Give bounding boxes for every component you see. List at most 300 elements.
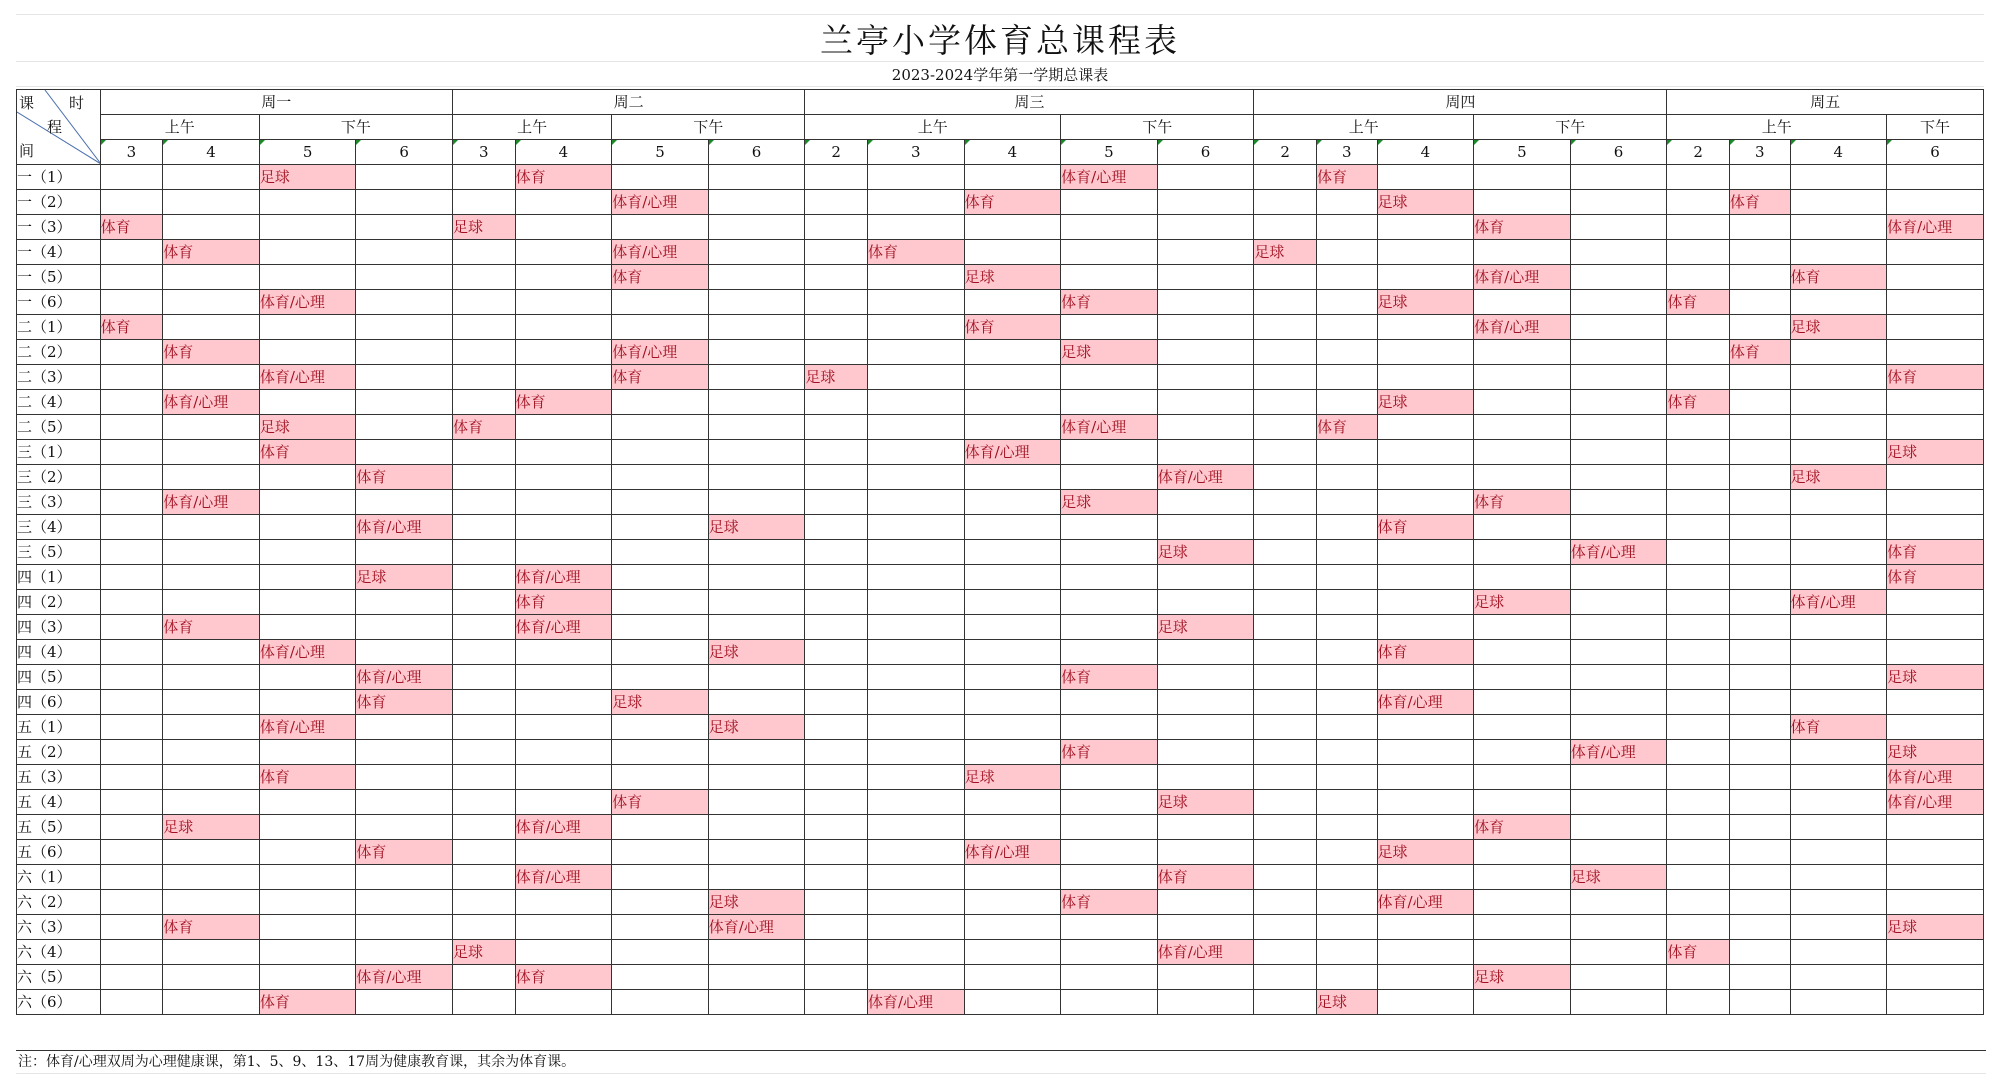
empty-cell[interactable] xyxy=(1887,340,1984,365)
empty-cell[interactable] xyxy=(515,740,612,765)
lesson-cell[interactable]: 体育/心理 xyxy=(163,390,260,415)
empty-cell[interactable] xyxy=(612,665,709,690)
empty-cell[interactable] xyxy=(1729,315,1790,340)
empty-cell[interactable] xyxy=(1790,790,1887,815)
empty-cell[interactable] xyxy=(805,590,868,615)
lesson-cell[interactable]: 足球 xyxy=(1377,840,1474,865)
empty-cell[interactable] xyxy=(867,890,964,915)
empty-cell[interactable] xyxy=(708,390,805,415)
empty-cell[interactable] xyxy=(1061,390,1158,415)
empty-cell[interactable] xyxy=(356,265,453,290)
empty-cell[interactable] xyxy=(1061,915,1158,940)
empty-cell[interactable] xyxy=(1474,240,1571,265)
empty-cell[interactable] xyxy=(1474,690,1571,715)
empty-cell[interactable] xyxy=(708,965,805,990)
empty-cell[interactable] xyxy=(1570,940,1667,965)
lesson-cell[interactable]: 体育/心理 xyxy=(1377,890,1474,915)
empty-cell[interactable] xyxy=(1570,515,1667,540)
empty-cell[interactable] xyxy=(1061,365,1158,390)
empty-cell[interactable] xyxy=(1667,365,1730,390)
empty-cell[interactable] xyxy=(1729,915,1790,940)
empty-cell[interactable] xyxy=(1887,415,1984,440)
empty-cell[interactable] xyxy=(1790,765,1887,790)
empty-cell[interactable] xyxy=(1887,265,1984,290)
lesson-cell[interactable]: 足球 xyxy=(259,415,356,440)
empty-cell[interactable] xyxy=(867,690,964,715)
empty-cell[interactable] xyxy=(612,415,709,440)
empty-cell[interactable] xyxy=(1790,365,1887,390)
empty-cell[interactable] xyxy=(356,815,453,840)
empty-cell[interactable] xyxy=(515,215,612,240)
empty-cell[interactable] xyxy=(356,490,453,515)
empty-cell[interactable] xyxy=(964,240,1061,265)
empty-cell[interactable] xyxy=(1157,915,1254,940)
empty-cell[interactable] xyxy=(1474,440,1571,465)
lesson-cell[interactable]: 体育 xyxy=(1887,365,1984,390)
empty-cell[interactable] xyxy=(163,965,260,990)
empty-cell[interactable] xyxy=(1254,840,1317,865)
empty-cell[interactable] xyxy=(867,740,964,765)
empty-cell[interactable] xyxy=(1790,165,1887,190)
empty-cell[interactable] xyxy=(453,840,516,865)
empty-cell[interactable] xyxy=(1729,640,1790,665)
lesson-cell[interactable]: 体育 xyxy=(163,915,260,940)
empty-cell[interactable] xyxy=(1790,415,1887,440)
lesson-cell[interactable]: 体育 xyxy=(1061,740,1158,765)
empty-cell[interactable] xyxy=(1377,490,1474,515)
empty-cell[interactable] xyxy=(100,990,163,1015)
empty-cell[interactable] xyxy=(356,865,453,890)
empty-cell[interactable] xyxy=(1061,640,1158,665)
empty-cell[interactable] xyxy=(1377,265,1474,290)
lesson-cell[interactable]: 足球 xyxy=(1887,740,1984,765)
empty-cell[interactable] xyxy=(1887,840,1984,865)
empty-cell[interactable] xyxy=(1729,165,1790,190)
empty-cell[interactable] xyxy=(1474,665,1571,690)
empty-cell[interactable] xyxy=(1254,740,1317,765)
empty-cell[interactable] xyxy=(805,815,868,840)
empty-cell[interactable] xyxy=(612,290,709,315)
empty-cell[interactable] xyxy=(1254,715,1317,740)
empty-cell[interactable] xyxy=(1570,490,1667,515)
lesson-cell[interactable]: 体育/心理 xyxy=(259,640,356,665)
lesson-cell[interactable]: 体育 xyxy=(1377,640,1474,665)
empty-cell[interactable] xyxy=(356,715,453,740)
empty-cell[interactable] xyxy=(1316,540,1377,565)
empty-cell[interactable] xyxy=(259,240,356,265)
empty-cell[interactable] xyxy=(356,990,453,1015)
empty-cell[interactable] xyxy=(1316,240,1377,265)
empty-cell[interactable] xyxy=(612,940,709,965)
empty-cell[interactable] xyxy=(163,865,260,890)
empty-cell[interactable] xyxy=(1790,640,1887,665)
lesson-cell[interactable]: 足球 xyxy=(163,815,260,840)
empty-cell[interactable] xyxy=(356,540,453,565)
empty-cell[interactable] xyxy=(1729,965,1790,990)
empty-cell[interactable] xyxy=(1570,365,1667,390)
lesson-cell[interactable]: 体育/心理 xyxy=(259,715,356,740)
empty-cell[interactable] xyxy=(1316,315,1377,340)
empty-cell[interactable] xyxy=(259,815,356,840)
lesson-cell[interactable]: 体育/心理 xyxy=(163,490,260,515)
empty-cell[interactable] xyxy=(259,940,356,965)
empty-cell[interactable] xyxy=(805,990,868,1015)
empty-cell[interactable] xyxy=(805,690,868,715)
empty-cell[interactable] xyxy=(1061,690,1158,715)
empty-cell[interactable] xyxy=(805,765,868,790)
empty-cell[interactable] xyxy=(1474,865,1571,890)
empty-cell[interactable] xyxy=(612,615,709,640)
empty-cell[interactable] xyxy=(1790,690,1887,715)
empty-cell[interactable] xyxy=(708,540,805,565)
empty-cell[interactable] xyxy=(1887,240,1984,265)
lesson-cell[interactable]: 体育/心理 xyxy=(964,840,1061,865)
empty-cell[interactable] xyxy=(805,440,868,465)
lesson-cell[interactable]: 足球 xyxy=(453,940,516,965)
empty-cell[interactable] xyxy=(708,215,805,240)
empty-cell[interactable] xyxy=(964,365,1061,390)
empty-cell[interactable] xyxy=(1157,390,1254,415)
empty-cell[interactable] xyxy=(1667,740,1730,765)
empty-cell[interactable] xyxy=(356,165,453,190)
empty-cell[interactable] xyxy=(356,390,453,415)
empty-cell[interactable] xyxy=(1316,790,1377,815)
empty-cell[interactable] xyxy=(1667,715,1730,740)
lesson-cell[interactable]: 足球 xyxy=(1157,615,1254,640)
empty-cell[interactable] xyxy=(1157,265,1254,290)
empty-cell[interactable] xyxy=(515,690,612,715)
empty-cell[interactable] xyxy=(1790,440,1887,465)
empty-cell[interactable] xyxy=(1667,590,1730,615)
empty-cell[interactable] xyxy=(515,915,612,940)
lesson-cell[interactable]: 体育 xyxy=(612,365,709,390)
empty-cell[interactable] xyxy=(259,465,356,490)
empty-cell[interactable] xyxy=(453,965,516,990)
empty-cell[interactable] xyxy=(867,515,964,540)
empty-cell[interactable] xyxy=(1570,715,1667,740)
empty-cell[interactable] xyxy=(453,740,516,765)
empty-cell[interactable] xyxy=(1157,765,1254,790)
empty-cell[interactable] xyxy=(259,265,356,290)
empty-cell[interactable] xyxy=(867,290,964,315)
empty-cell[interactable] xyxy=(1254,290,1317,315)
empty-cell[interactable] xyxy=(612,440,709,465)
empty-cell[interactable] xyxy=(805,540,868,565)
empty-cell[interactable] xyxy=(1570,165,1667,190)
empty-cell[interactable] xyxy=(1474,940,1571,965)
empty-cell[interactable] xyxy=(1377,615,1474,640)
lesson-cell[interactable]: 足球 xyxy=(708,515,805,540)
empty-cell[interactable] xyxy=(1667,515,1730,540)
empty-cell[interactable] xyxy=(453,440,516,465)
empty-cell[interactable] xyxy=(1570,590,1667,615)
empty-cell[interactable] xyxy=(1061,240,1158,265)
empty-cell[interactable] xyxy=(259,390,356,415)
empty-cell[interactable] xyxy=(1667,465,1730,490)
empty-cell[interactable] xyxy=(259,740,356,765)
empty-cell[interactable] xyxy=(453,390,516,415)
empty-cell[interactable] xyxy=(515,190,612,215)
lesson-cell[interactable]: 体育/心理 xyxy=(515,865,612,890)
lesson-cell[interactable]: 足球 xyxy=(1157,540,1254,565)
empty-cell[interactable] xyxy=(1474,165,1571,190)
empty-cell[interactable] xyxy=(453,465,516,490)
empty-cell[interactable] xyxy=(1254,565,1317,590)
empty-cell[interactable] xyxy=(1887,640,1984,665)
empty-cell[interactable] xyxy=(356,615,453,640)
empty-cell[interactable] xyxy=(259,565,356,590)
lesson-cell[interactable]: 体育 xyxy=(1061,890,1158,915)
empty-cell[interactable] xyxy=(1570,315,1667,340)
empty-cell[interactable] xyxy=(1729,515,1790,540)
empty-cell[interactable] xyxy=(805,390,868,415)
empty-cell[interactable] xyxy=(708,590,805,615)
empty-cell[interactable] xyxy=(805,615,868,640)
empty-cell[interactable] xyxy=(515,890,612,915)
empty-cell[interactable] xyxy=(1729,715,1790,740)
lesson-cell[interactable]: 体育/心理 xyxy=(1377,690,1474,715)
empty-cell[interactable] xyxy=(1316,840,1377,865)
empty-cell[interactable] xyxy=(1729,415,1790,440)
empty-cell[interactable] xyxy=(1790,240,1887,265)
empty-cell[interactable] xyxy=(1474,465,1571,490)
empty-cell[interactable] xyxy=(515,340,612,365)
empty-cell[interactable] xyxy=(1377,590,1474,615)
empty-cell[interactable] xyxy=(805,640,868,665)
empty-cell[interactable] xyxy=(1377,365,1474,390)
empty-cell[interactable] xyxy=(163,440,260,465)
empty-cell[interactable] xyxy=(453,815,516,840)
empty-cell[interactable] xyxy=(1729,590,1790,615)
empty-cell[interactable] xyxy=(1887,940,1984,965)
lesson-cell[interactable]: 足球 xyxy=(1377,290,1474,315)
empty-cell[interactable] xyxy=(1570,440,1667,465)
empty-cell[interactable] xyxy=(1254,390,1317,415)
empty-cell[interactable] xyxy=(515,715,612,740)
empty-cell[interactable] xyxy=(1157,690,1254,715)
empty-cell[interactable] xyxy=(1887,690,1984,715)
empty-cell[interactable] xyxy=(1790,615,1887,640)
empty-cell[interactable] xyxy=(708,290,805,315)
empty-cell[interactable] xyxy=(1887,990,1984,1015)
empty-cell[interactable] xyxy=(163,690,260,715)
empty-cell[interactable] xyxy=(964,515,1061,540)
empty-cell[interactable] xyxy=(1790,540,1887,565)
empty-cell[interactable] xyxy=(1316,290,1377,315)
lesson-cell[interactable]: 足球 xyxy=(1790,465,1887,490)
empty-cell[interactable] xyxy=(515,365,612,390)
empty-cell[interactable] xyxy=(1729,840,1790,865)
empty-cell[interactable] xyxy=(1729,215,1790,240)
empty-cell[interactable] xyxy=(1474,365,1571,390)
empty-cell[interactable] xyxy=(805,315,868,340)
empty-cell[interactable] xyxy=(259,215,356,240)
empty-cell[interactable] xyxy=(356,915,453,940)
empty-cell[interactable] xyxy=(1254,665,1317,690)
empty-cell[interactable] xyxy=(708,690,805,715)
empty-cell[interactable] xyxy=(1474,515,1571,540)
empty-cell[interactable] xyxy=(453,690,516,715)
empty-cell[interactable] xyxy=(1570,565,1667,590)
empty-cell[interactable] xyxy=(163,940,260,965)
empty-cell[interactable] xyxy=(356,315,453,340)
empty-cell[interactable] xyxy=(867,490,964,515)
lesson-cell[interactable]: 体育/心理 xyxy=(259,290,356,315)
empty-cell[interactable] xyxy=(515,840,612,865)
empty-cell[interactable] xyxy=(1254,890,1317,915)
empty-cell[interactable] xyxy=(1157,490,1254,515)
empty-cell[interactable] xyxy=(515,640,612,665)
empty-cell[interactable] xyxy=(259,340,356,365)
empty-cell[interactable] xyxy=(1377,415,1474,440)
empty-cell[interactable] xyxy=(867,440,964,465)
empty-cell[interactable] xyxy=(1377,440,1474,465)
empty-cell[interactable] xyxy=(1377,965,1474,990)
lesson-cell[interactable]: 体育/心理 xyxy=(515,565,612,590)
empty-cell[interactable] xyxy=(453,265,516,290)
empty-cell[interactable] xyxy=(1061,765,1158,790)
empty-cell[interactable] xyxy=(805,190,868,215)
empty-cell[interactable] xyxy=(1316,940,1377,965)
empty-cell[interactable] xyxy=(100,565,163,590)
empty-cell[interactable] xyxy=(1790,665,1887,690)
empty-cell[interactable] xyxy=(964,665,1061,690)
empty-cell[interactable] xyxy=(1157,165,1254,190)
lesson-cell[interactable]: 体育/心理 xyxy=(1570,740,1667,765)
empty-cell[interactable] xyxy=(1667,840,1730,865)
empty-cell[interactable] xyxy=(163,590,260,615)
empty-cell[interactable] xyxy=(1667,440,1730,465)
lesson-cell[interactable]: 体育 xyxy=(259,990,356,1015)
empty-cell[interactable] xyxy=(805,165,868,190)
empty-cell[interactable] xyxy=(708,740,805,765)
empty-cell[interactable] xyxy=(1729,440,1790,465)
lesson-cell[interactable]: 体育/心理 xyxy=(356,515,453,540)
empty-cell[interactable] xyxy=(708,190,805,215)
empty-cell[interactable] xyxy=(612,890,709,915)
empty-cell[interactable] xyxy=(356,215,453,240)
empty-cell[interactable] xyxy=(1157,965,1254,990)
empty-cell[interactable] xyxy=(612,640,709,665)
empty-cell[interactable] xyxy=(1254,815,1317,840)
empty-cell[interactable] xyxy=(100,915,163,940)
empty-cell[interactable] xyxy=(805,515,868,540)
empty-cell[interactable] xyxy=(1790,515,1887,540)
lesson-cell[interactable]: 体育/心理 xyxy=(708,915,805,940)
lesson-cell[interactable]: 体育 xyxy=(515,165,612,190)
empty-cell[interactable] xyxy=(1316,890,1377,915)
empty-cell[interactable] xyxy=(1667,240,1730,265)
empty-cell[interactable] xyxy=(964,565,1061,590)
empty-cell[interactable] xyxy=(1570,340,1667,365)
empty-cell[interactable] xyxy=(1061,565,1158,590)
lesson-cell[interactable]: 体育 xyxy=(1157,865,1254,890)
empty-cell[interactable] xyxy=(708,665,805,690)
empty-cell[interactable] xyxy=(1729,690,1790,715)
empty-cell[interactable] xyxy=(100,740,163,765)
empty-cell[interactable] xyxy=(453,790,516,815)
empty-cell[interactable] xyxy=(612,165,709,190)
empty-cell[interactable] xyxy=(1729,490,1790,515)
lesson-cell[interactable]: 体育/心理 xyxy=(964,440,1061,465)
empty-cell[interactable] xyxy=(356,415,453,440)
empty-cell[interactable] xyxy=(1377,815,1474,840)
empty-cell[interactable] xyxy=(1790,990,1887,1015)
lesson-cell[interactable]: 体育/心理 xyxy=(356,665,453,690)
empty-cell[interactable] xyxy=(259,515,356,540)
empty-cell[interactable] xyxy=(1157,415,1254,440)
empty-cell[interactable] xyxy=(1667,540,1730,565)
empty-cell[interactable] xyxy=(964,690,1061,715)
empty-cell[interactable] xyxy=(805,790,868,815)
empty-cell[interactable] xyxy=(163,840,260,865)
empty-cell[interactable] xyxy=(612,390,709,415)
empty-cell[interactable] xyxy=(163,365,260,390)
empty-cell[interactable] xyxy=(708,315,805,340)
empty-cell[interactable] xyxy=(1887,465,1984,490)
empty-cell[interactable] xyxy=(867,215,964,240)
empty-cell[interactable] xyxy=(1061,465,1158,490)
lesson-cell[interactable]: 体育 xyxy=(100,215,163,240)
lesson-cell[interactable]: 体育 xyxy=(964,190,1061,215)
empty-cell[interactable] xyxy=(805,915,868,940)
lesson-cell[interactable]: 体育 xyxy=(1667,390,1730,415)
empty-cell[interactable] xyxy=(1316,715,1377,740)
empty-cell[interactable] xyxy=(1729,565,1790,590)
empty-cell[interactable] xyxy=(356,340,453,365)
lesson-cell[interactable]: 体育/心理 xyxy=(259,365,356,390)
empty-cell[interactable] xyxy=(1729,665,1790,690)
empty-cell[interactable] xyxy=(708,365,805,390)
empty-cell[interactable] xyxy=(867,190,964,215)
empty-cell[interactable] xyxy=(453,590,516,615)
empty-cell[interactable] xyxy=(867,615,964,640)
empty-cell[interactable] xyxy=(1254,915,1317,940)
empty-cell[interactable] xyxy=(1254,640,1317,665)
empty-cell[interactable] xyxy=(453,240,516,265)
empty-cell[interactable] xyxy=(1570,765,1667,790)
empty-cell[interactable] xyxy=(1887,315,1984,340)
empty-cell[interactable] xyxy=(1570,415,1667,440)
empty-cell[interactable] xyxy=(356,190,453,215)
empty-cell[interactable] xyxy=(1667,165,1730,190)
empty-cell[interactable] xyxy=(1474,790,1571,815)
empty-cell[interactable] xyxy=(259,490,356,515)
empty-cell[interactable] xyxy=(1474,190,1571,215)
lesson-cell[interactable]: 体育/心理 xyxy=(1157,465,1254,490)
empty-cell[interactable] xyxy=(708,565,805,590)
lesson-cell[interactable]: 体育/心理 xyxy=(612,240,709,265)
empty-cell[interactable] xyxy=(515,240,612,265)
empty-cell[interactable] xyxy=(708,465,805,490)
empty-cell[interactable] xyxy=(1254,365,1317,390)
empty-cell[interactable] xyxy=(612,915,709,940)
empty-cell[interactable] xyxy=(1570,815,1667,840)
empty-cell[interactable] xyxy=(100,865,163,890)
empty-cell[interactable] xyxy=(1887,290,1984,315)
lesson-cell[interactable]: 足球 xyxy=(453,215,516,240)
empty-cell[interactable] xyxy=(1887,965,1984,990)
empty-cell[interactable] xyxy=(1790,740,1887,765)
empty-cell[interactable] xyxy=(1729,615,1790,640)
empty-cell[interactable] xyxy=(612,515,709,540)
empty-cell[interactable] xyxy=(964,590,1061,615)
lesson-cell[interactable]: 足球 xyxy=(1570,865,1667,890)
empty-cell[interactable] xyxy=(1474,715,1571,740)
empty-cell[interactable] xyxy=(805,265,868,290)
empty-cell[interactable] xyxy=(1377,915,1474,940)
empty-cell[interactable] xyxy=(867,165,964,190)
